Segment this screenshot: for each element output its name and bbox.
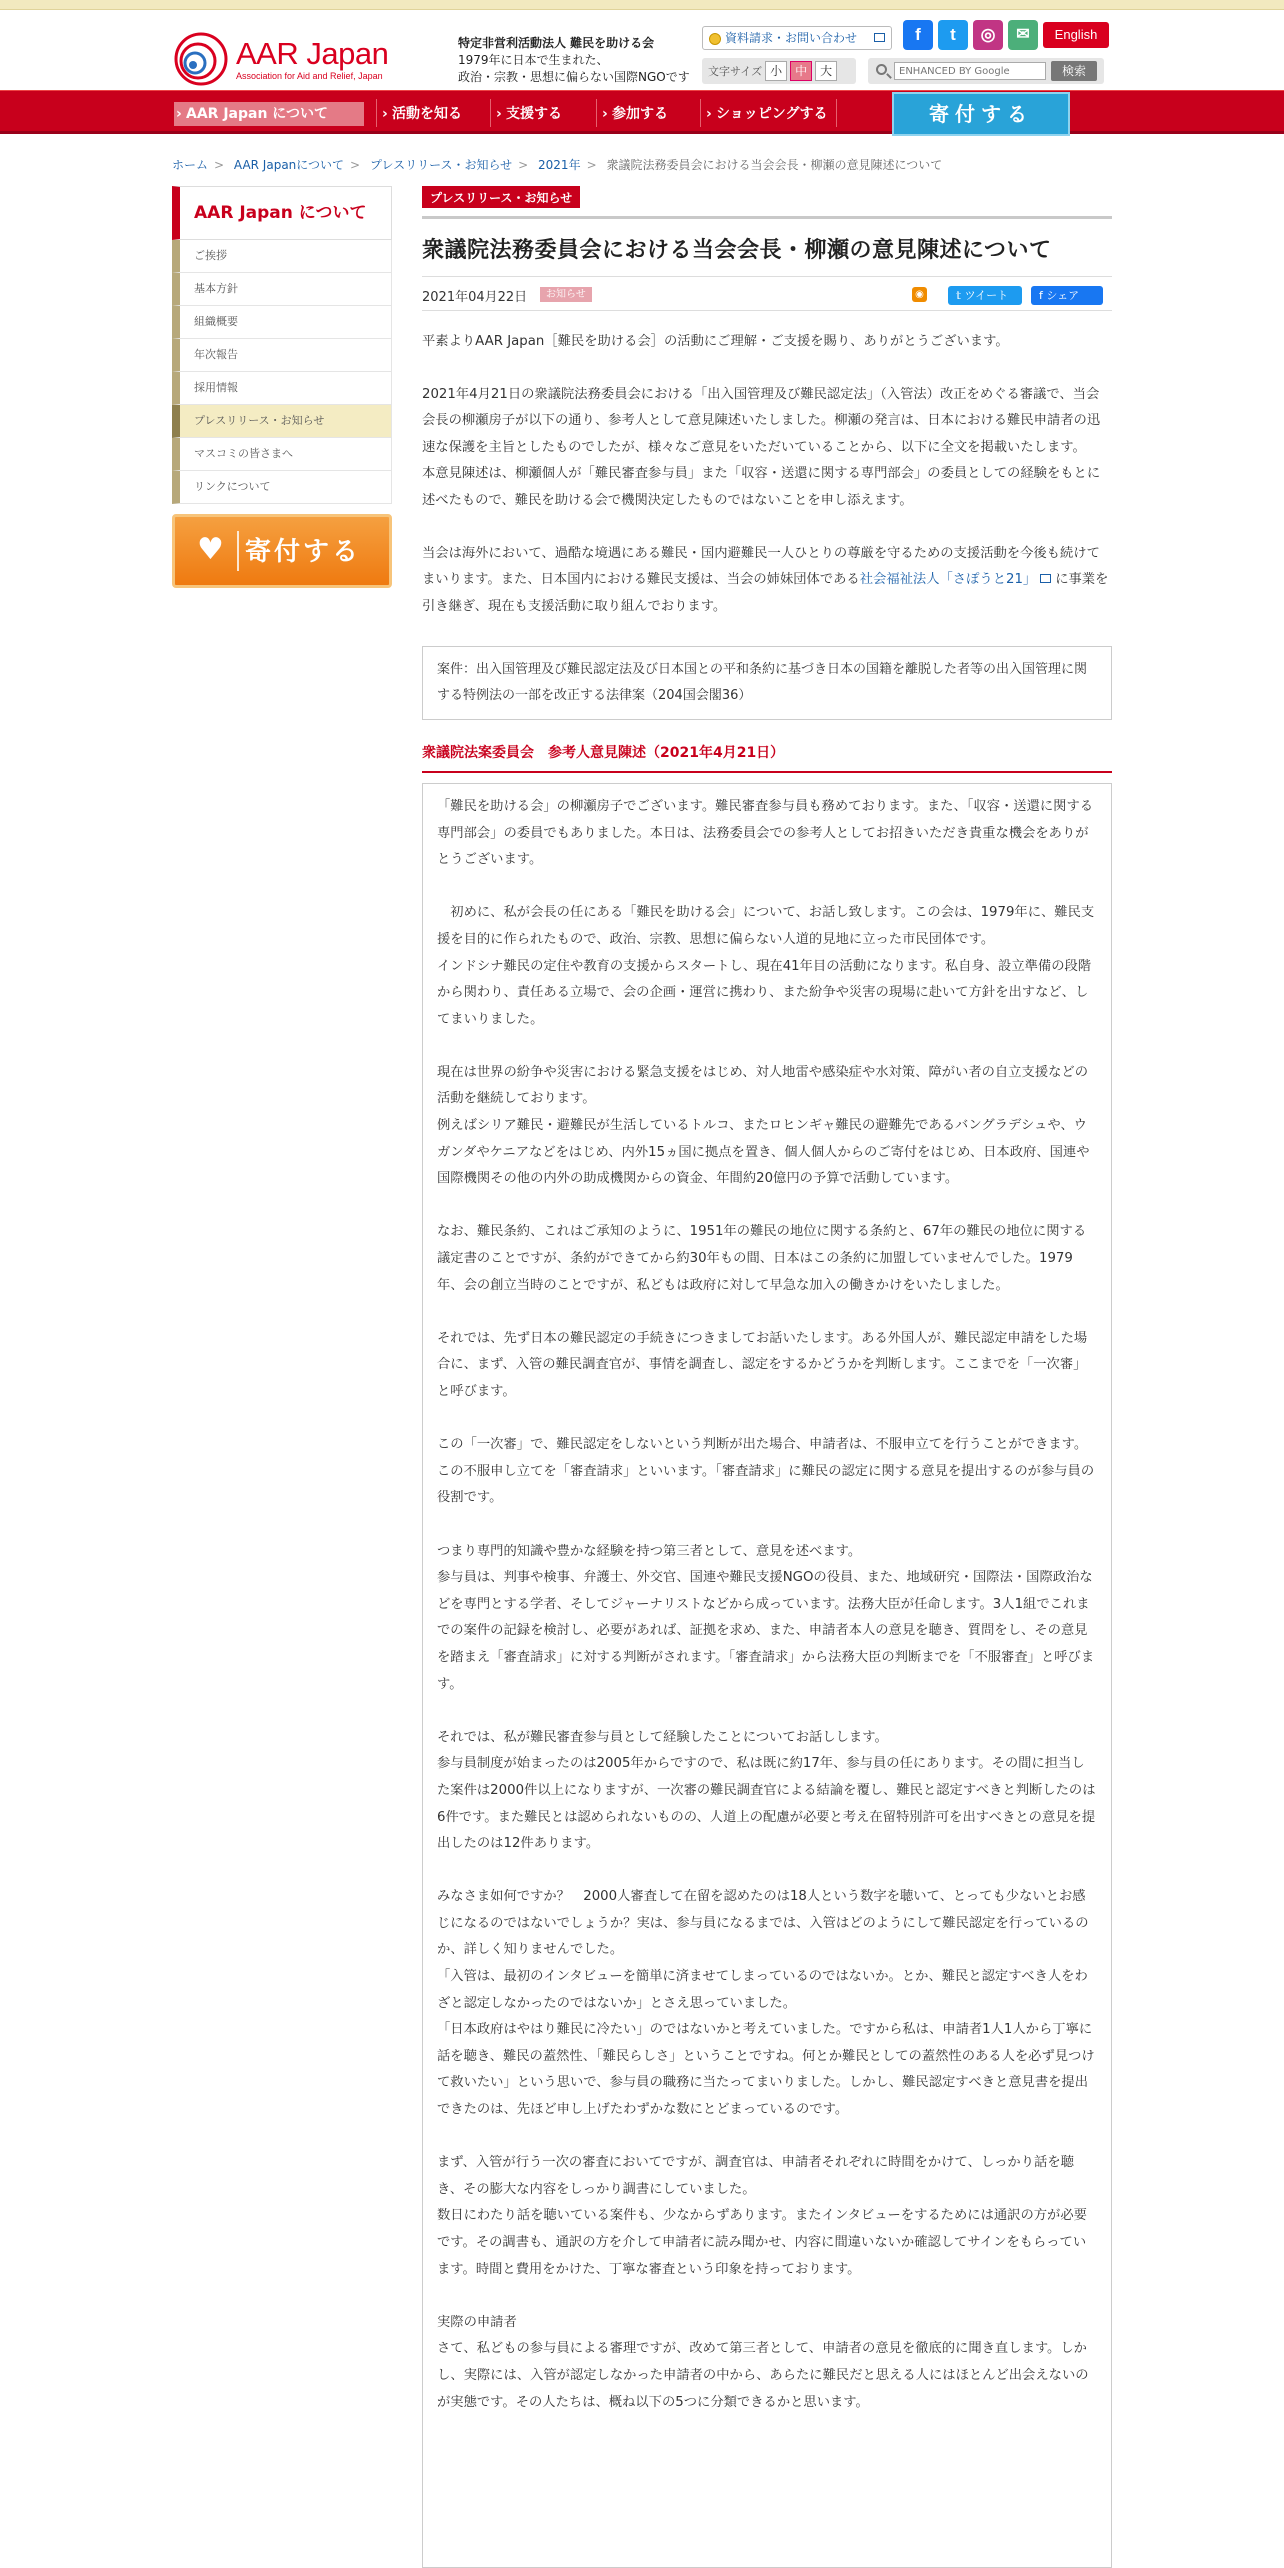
sidebar xyxy=(172,186,392,588)
nav-divider xyxy=(490,99,491,127)
status-badge: お知らせ xyxy=(540,287,592,302)
font-size-switcher xyxy=(702,58,856,84)
heart-icon: ♥ xyxy=(197,532,224,567)
divider xyxy=(237,531,239,571)
sidebar-heading[interactable]: AAR Japan について xyxy=(172,186,392,240)
sidebar-item-media[interactable]: マスコミの皆さまへ xyxy=(172,438,392,471)
breadcrumb-home[interactable]: ホーム xyxy=(172,158,209,172)
testimony-paragraph: みなさま如何ですか？ 2000人審査して在留を認めたのは18人という数字を聴いて、とっても少ないとお感じになるのではないでしょうか？実は、参与員になるまでは、入管はどのようにして難民認定を行っているのか、詳しく知りませんでした。 「入管は、最初のインタビューを簡単に済ませてしまっているのではないか。とか、難民と認定すべき人をわざと認定しなかったのではないか」とさえ思っていました。 「日本政府はやはり難民に冷たい」のではないかと考えていました。ですから私は、申請者1人1人から丁寧に話を聴き、難民の蓋然性、「難民らしさ」ということですね。何とか難民としての蓋然性のある人を必ず見つけて救いたい」という思いで、参与員の職務に当たってまいりました。しかし、難民認定すべきと意見書を提出できたのは、先ほど申し上げたわずかな数にとどまっているのです。 xyxy=(437,1889,1095,2118)
site-logo[interactable] xyxy=(174,32,388,86)
paragraph-text: 当会は海外において、過酷な境遇にある難民・国内避難民一人ひとりの尊厳を守るための支援活動を今後も続けてまいります。また、日本国内における難民支援は、当会の姉妹団体である xyxy=(422,545,1100,588)
tweet-button[interactable]: 𝕥 ツイート xyxy=(948,286,1022,305)
breadcrumb-year[interactable]: 2021年 xyxy=(538,158,581,172)
nav-item-participate[interactable]: › 参加する xyxy=(600,102,692,126)
sidebar-item-policy[interactable]: 基本方針 xyxy=(172,273,392,306)
english-button[interactable]: English xyxy=(1043,22,1109,48)
article-paragraph: 平素よりAAR Japan［難民を助ける会］の活動にご理解・ご支援を賜り、ありがとうございます。 xyxy=(422,334,1009,349)
facebook-icon[interactable]: f xyxy=(903,20,933,50)
testimony-paragraph: それでは、私が難民審査参与員として経験したことについてお話しします。 参与員制度が始まったのは2005年からですので、私は既に約17年、参与員の任にあります。その間に担当した案件は2000件以上になりますが、一次審の難民調査官による結論を覆し、難民と認定すべきと判断したのは6件です。また難民とは認められないものの、人道上の配慮が必要と考え在留特別許可を出すべきとの意見を提出したのは12件あります。 xyxy=(437,1729,1096,1852)
article-body xyxy=(422,329,1112,2568)
testimony-paragraph: 「難民を助ける会」の柳瀬房子でございます。難民審査参与員も務めております。また、「収容・送還に関する専門部会」の委員でもありました。本日は、法務委員会での参考人としてお招きいただき貴重な機会をありがとうございます。 xyxy=(437,798,1094,868)
external-link-icon xyxy=(874,33,885,42)
testimony-paragraph: この「一次審」で、難民認定をしないという判断が出た場合、申請者は、不服申立てを行うことができます。この不服申し立てを「審査請求」といいます。「審査請求」に難民の認定に関する意見を提出するのが参与員の役割です。 xyxy=(437,1437,1095,1506)
donate-sidebar-label: 寄付する xyxy=(245,537,362,567)
top-accent-line xyxy=(0,0,1284,10)
donate-header-button[interactable]: 寄付する xyxy=(892,92,1070,136)
search-input[interactable] xyxy=(894,62,1046,80)
info-request-link[interactable] xyxy=(702,26,892,50)
nav-item-shopping[interactable]: › ショッピングする xyxy=(704,102,834,126)
font-size-large-button[interactable]: 大 xyxy=(815,61,837,81)
mail-icon[interactable]: ✉ xyxy=(1008,20,1038,50)
testimony-paragraph: なお、難民条約、これはご承知のように、1951年の難民の地位に関する条約と、67年の難民の地位に関する議定書のことですが、条約ができてから約30年もの間、日本はこの条約に加盟していませんでした。1979年、会の創立当時のことですが、私どもは政府に対して早急な加入の働きかけをいたしました。 xyxy=(437,1224,1087,1293)
publish-date: 2021年04月22日 xyxy=(422,290,528,305)
tweet-label: ツイート xyxy=(964,289,1009,302)
tagline-line-2: 1979年に日本で生まれた、 xyxy=(458,53,609,67)
nav-item-activities[interactable]: › 活動を知る xyxy=(380,102,480,126)
tagline-org-name: 特定非営利活動法人 難民を助ける会 xyxy=(458,36,655,50)
category-label: プレスリリース・お知らせ xyxy=(422,186,580,208)
twitter-icon[interactable]: t xyxy=(938,20,968,50)
section-heading: 衆議院法案委員会 参考人意見陳述（2021年4月21日） xyxy=(422,740,1112,773)
font-size-label: 文字サイズ xyxy=(708,65,763,78)
logo-mark-icon xyxy=(174,32,228,86)
info-request-label: 資料請求・お問い合わせ xyxy=(725,31,858,45)
testimony-paragraph: 初めに、私が会長の任にある「難民を助ける会」について、お話し致します。この会は、1979年に、難民支援を目的に作られたもので、政治、宗教、思想に偏らない人道的見地に立った市民団体です。 インドシナ難民の定住や教育の支援からスタートし、現在41年目の活動になります。私自身、設立準備の段階から関わり、責任ある立場で、会の企画・運営に携わり、また紛争や災害の現場に赴いて方針を出すなど、してまいりました。 xyxy=(437,905,1095,1027)
nav-item-support[interactable]: › 支援する xyxy=(494,102,586,126)
article-paragraph xyxy=(422,541,1112,621)
testimony-paragraph: 実際の申請者 さて、私どもの参与員による審理ですが、改めて第三者として、申請者の意見を徹底的に聞き直します。しかし、実際には、入管が認定しなかった申請者の中から、あらたに難民だと思える人にはほとんど出会えないのが実態です。その人たちは、概ね以下の5つに分類できるかと思います。 xyxy=(437,2314,1089,2410)
nav-divider xyxy=(376,99,377,127)
breadcrumb-current: 衆議院法務委員会における当会会長・柳瀬の意見陳述について xyxy=(606,158,943,172)
saputo21-link[interactable]: 社会福祉法人「さぽうと21」 xyxy=(859,572,1037,588)
search-icon xyxy=(876,64,887,75)
external-link-icon xyxy=(1040,574,1051,583)
sidebar-item-links[interactable]: リンクについて xyxy=(172,471,392,504)
rss-icon[interactable]: ◉ xyxy=(912,287,927,302)
article-paragraph: 2021年4月21日の衆議院法務委員会における「出入国管理及び難民認定法」（入管法）改正をめぐる審議で、当会会長の柳瀬房子が以下の通り、参考人として意見陳述いたしました。柳瀬の発言は、日本における難民申請者の迅速な保護を主旨としたものでしたが、様々なご意見をいただいていることから、以下に全文を掲載いたします。 xyxy=(422,386,1101,455)
article xyxy=(422,186,1112,2568)
nav-divider xyxy=(596,99,597,127)
sidebar-item-organization[interactable]: 組織概要 xyxy=(172,306,392,339)
logo-subtitle: Association for Aid and Relief, Japan xyxy=(236,70,383,81)
tagline-line-3: 政治・宗教・思想に偏らない国際NGOです xyxy=(458,70,690,84)
sidebar-item-annual-report[interactable]: 年次報告 xyxy=(172,339,392,372)
testimony-box xyxy=(422,783,1112,2568)
main-nav xyxy=(0,90,1284,134)
font-size-small-button[interactable]: 小 xyxy=(765,61,787,81)
site-search xyxy=(868,58,1104,84)
breadcrumb-press[interactable]: プレスリリース・お知らせ xyxy=(369,158,513,172)
article-paragraph: 本意見陳述は、柳瀬個人が「難民審査参与員」また「収容・送還に関する専門部会」の委員としての経験をもとに述べたもので、難民を助ける会で機関決定したものではないことを申し添えます。 xyxy=(422,466,1101,508)
nav-item-about[interactable]: › AAR Japan について xyxy=(174,102,364,126)
sidebar-item-greeting[interactable]: ご挨拶 xyxy=(172,240,392,273)
nav-divider xyxy=(700,99,701,127)
sidebar-item-press[interactable]: プレスリリース・お知らせ xyxy=(172,405,392,438)
paragraph-text: に事業を引き継ぎ、現在も支援活動に取り組んでおります。 xyxy=(422,572,1109,614)
font-size-medium-button[interactable]: 中 xyxy=(790,61,812,81)
testimony-paragraph: つまり専門的知識や豊かな経験を持つ第三者として、意見を述べます。 参与員は、判事や検事、弁護士、外交官、国連や難民支援NGOの役員、また、地域研究・国際法・国際政治などを専門とする学者、そしてジャーナリストなどから成っています。法務大臣が任命します。3人1組でこれまでの案件の記録を検討し、必要があれば、証拠を求め、また、申請者本人の意見を聴き、質問をし、その意見を踏まえ「審査請求」に対する判断がされます。「審査請求」から法務大臣の判断までを「不服審査」と呼びます。 xyxy=(437,1543,1095,1692)
testimony-paragraph: まず、入管が行う一次の審査においてですが、調査官は、申請者それぞれに時間をかけて、しっかり話を聴き、その膨大な内容をしっかり調書にしていました。 数日にわたり話を聴いている案件も、少なからずあります。またインタビューをするためには通訳の方が必要です。その調書も、通訳の方を介して申請者に読み聞かせ、内容に間違いないか確認してサインをもらっています。時間と費用をかけた、丁寧な審査という印象を持っております。 xyxy=(437,2155,1087,2277)
breadcrumb-about[interactable]: AAR Japanについて xyxy=(233,158,345,172)
nav-divider xyxy=(836,99,837,127)
share-button[interactable]: f シェア xyxy=(1031,286,1103,305)
testimony-paragraph: それでは、先ず日本の難民認定の手続きにつきましてお話いたします。ある外国人が、難民認定申請をした場合に、まず、入管の難民調査官が、事情を調査し、認定をするかどうかを判断します。ここまでを「一次審」と呼びます。 xyxy=(437,1330,1088,1399)
logo-name: AAR Japan xyxy=(236,35,389,71)
share-label: シェア xyxy=(1046,289,1080,302)
search-button[interactable]: 検索 xyxy=(1051,61,1097,81)
instagram-icon[interactable]: ◎ xyxy=(973,20,1003,50)
page-title: 衆議院法務委員会における当会会長・柳瀬の意見陳述について xyxy=(422,238,1052,263)
sidebar-item-recruit[interactable]: 採用情報 xyxy=(172,372,392,405)
site-header xyxy=(0,10,1284,90)
bill-box: 案件：出入国管理及び難民認定法及び日本国との平和条約に基づき日本の国籍を離脱した者等の出入国管理に関する特例法の一部を改正する法律案（204国会閣36） xyxy=(422,646,1112,720)
article-meta xyxy=(422,277,1112,311)
breadcrumb: ホーム > AAR Japanについて > プレスリリース・お知らせ > 2021年 > 衆議院法務委員会における当会会長・柳瀬の意見陳述について xyxy=(172,158,943,172)
donate-sidebar-button[interactable] xyxy=(172,514,392,588)
testimony-paragraph: 現在は世界の紛争や災害における緊急支援をはじめ、対人地雷や感染症や水対策、障がい者の自立支援などの活動を継続しております。 例えばシリア難民・避難民が生活しているトルコ、またロヒンギャ難民の避難先であるバングラデシュや、ウガンダやケニアなどをはじめ、内外15ヵ国に拠点を置き、個人個人からのご寄付をはじめ、日本政府、国連や国際機関その他の内外の助成機関からの資金、年間約20億円の予算で活動しています。 xyxy=(437,1064,1090,1187)
org-tagline xyxy=(458,35,690,86)
